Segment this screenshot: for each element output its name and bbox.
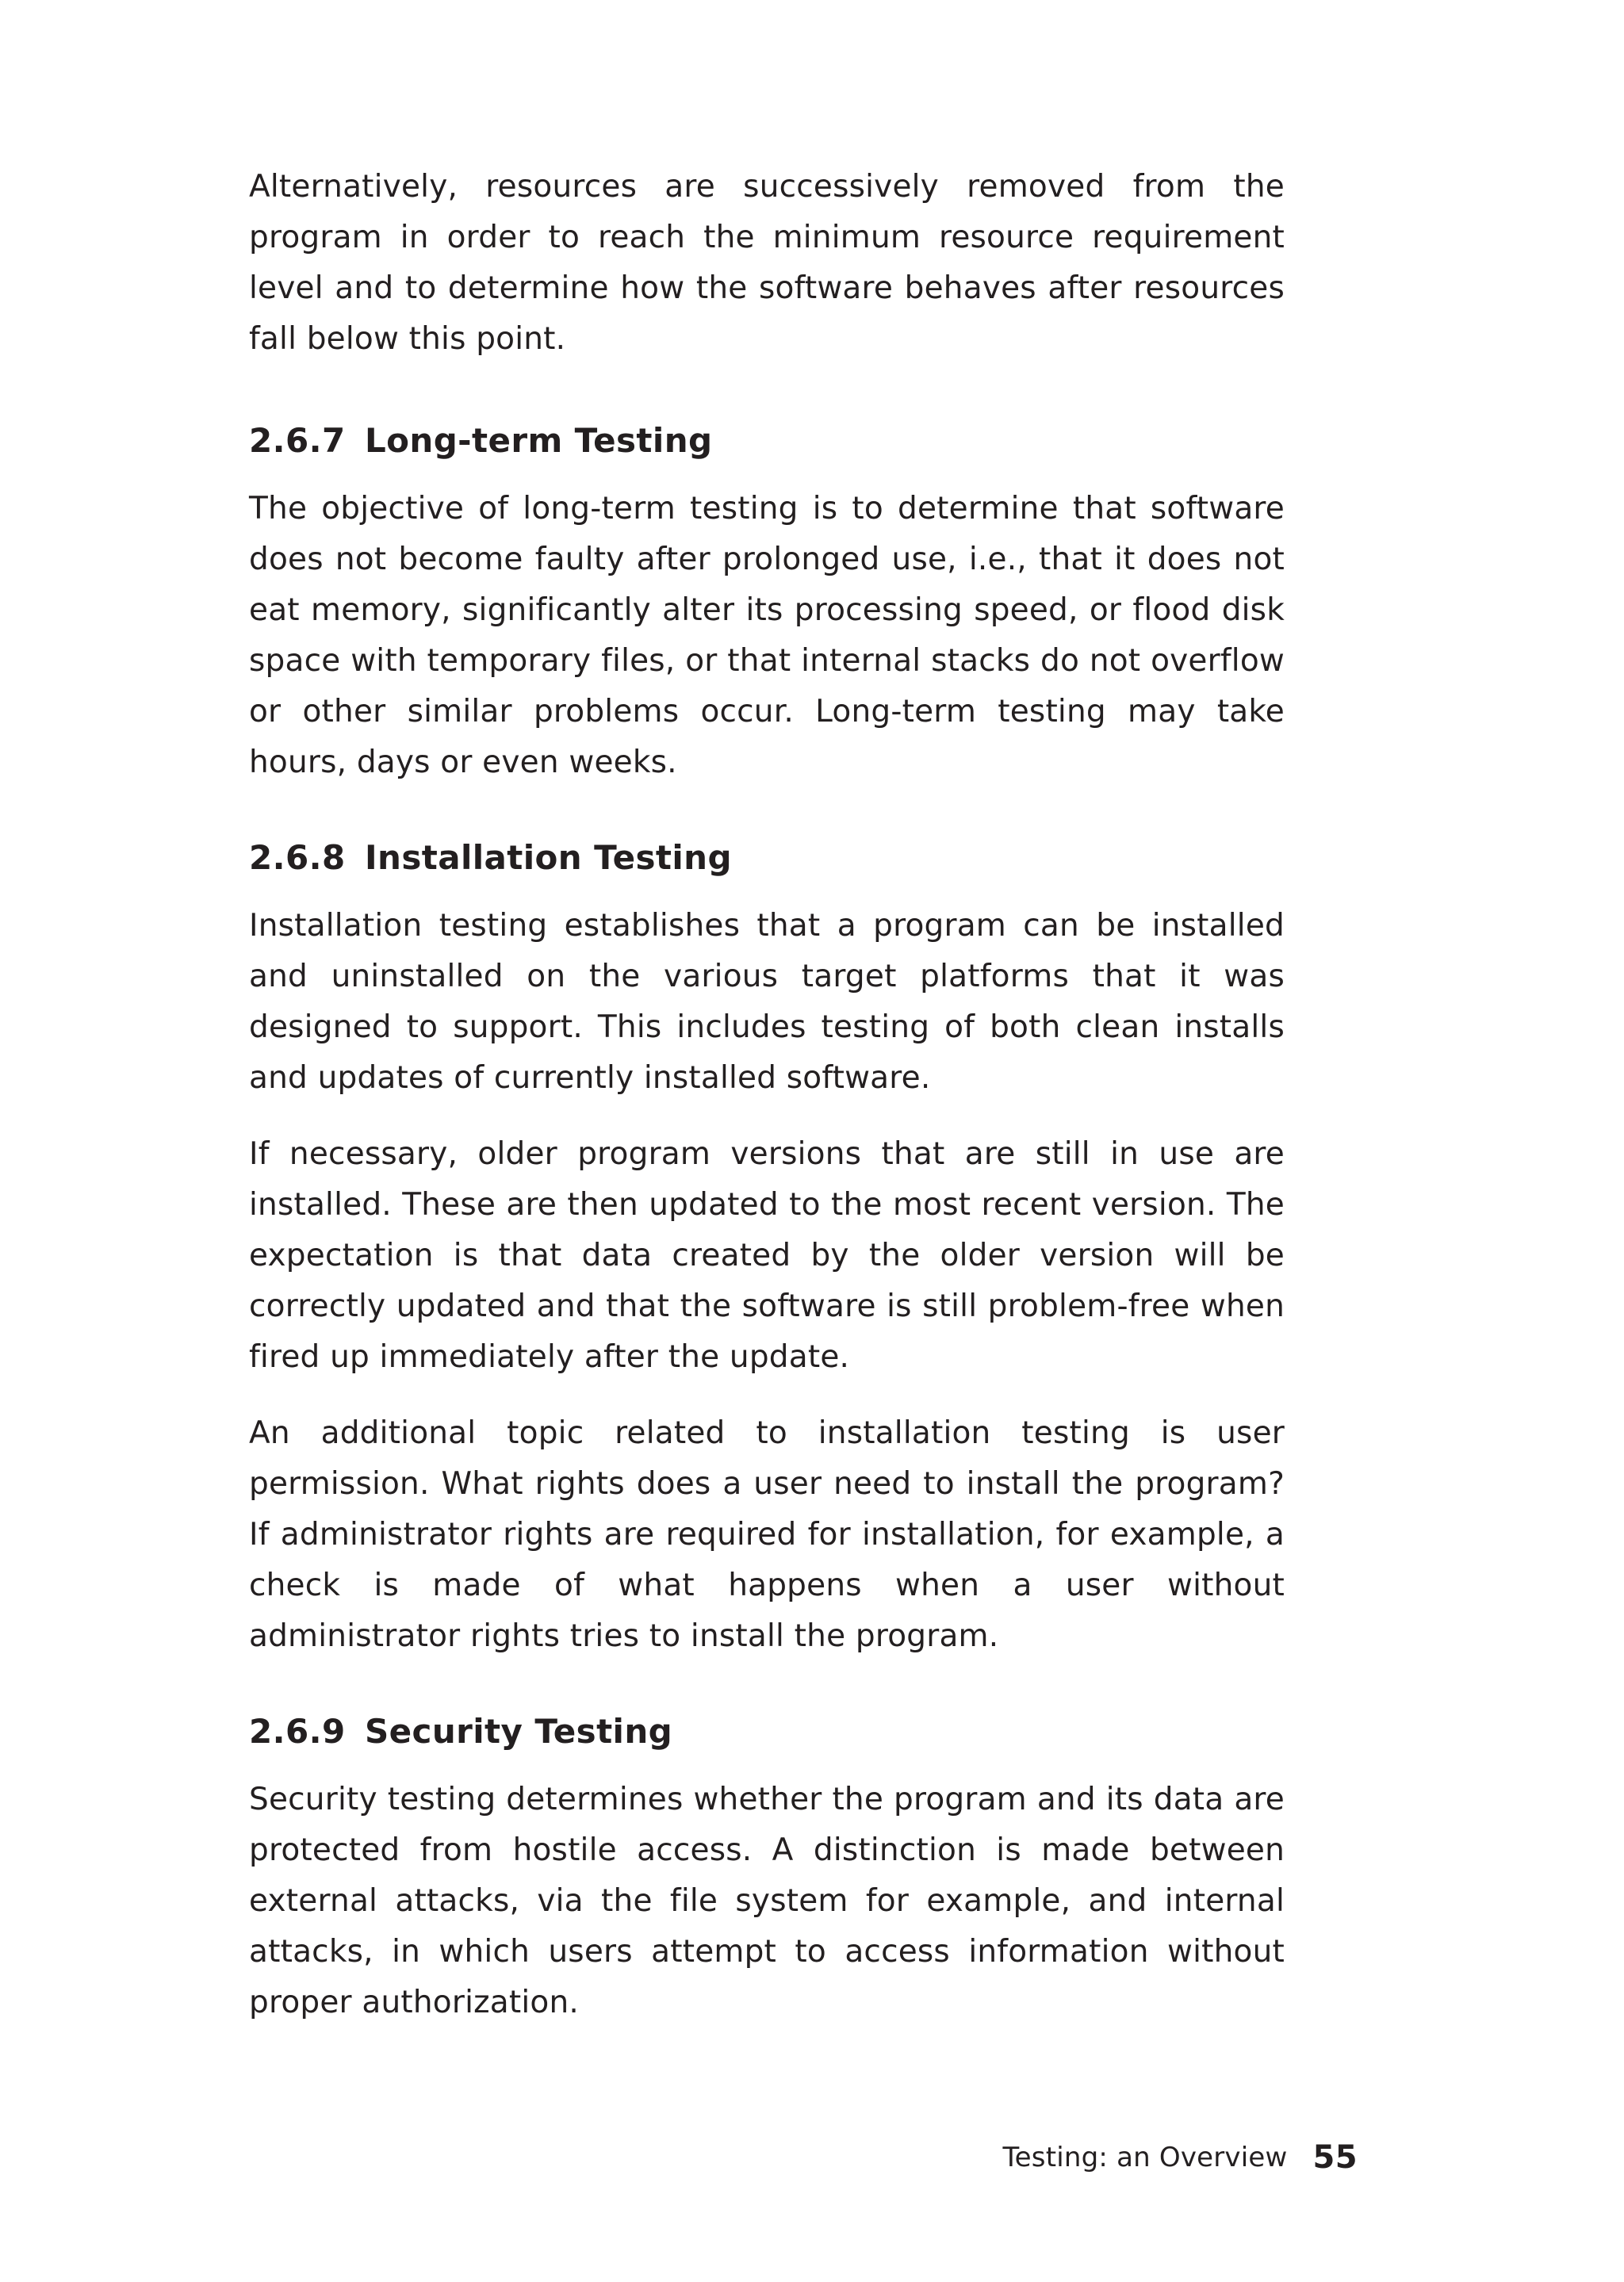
section-title: Installation Testing (365, 838, 732, 877)
body-paragraph: Security testing determines whether the program and its data are protected from hostile access. A distinction is made between external attacks, via the file system for example, and internal attacks, in which users attempt to access information without proper authorization. (249, 1782, 1285, 2020)
page-body (249, 162, 1285, 2028)
section-number: 2.6.8 (249, 838, 346, 877)
body-paragraph: The objective of long-term testing is to determine that software does not become faulty after prolonged use, i.e., that it does not eat memory, significantly alter its processing speed, or flood disk space with temporary files, or that internal stacks do not overflow or other similar problems occur. Long-term testing may take hours, days or even weeks. (249, 491, 1285, 780)
section-heading (249, 1708, 1285, 1756)
body-paragraph: If necessary, older program versions that are still in use are installed. These are then updated to the most recent version. The expectation is that data created by the older version will be correctly updated and that the software is still problem-free when fired up immediately after the update. (249, 1136, 1285, 1375)
body-paragraph: Installation testing establishes that a program can be installed and uninstalled on the various target platforms that it was designed to support. This includes testing of both clean installs and updates of currently installed software. (249, 908, 1285, 1096)
section-number: 2.6.7 (249, 421, 346, 460)
section-heading (249, 417, 1285, 465)
running-title: Testing: an Overview (1002, 2142, 1288, 2173)
intro-paragraph: Alternatively, resources are successively removed from the program in order to reach the minimum resource requirement level and to determine how the software behaves after resources fall below this point. (249, 169, 1285, 357)
page-number: 55 (1312, 2139, 1358, 2176)
body-paragraph: An additional topic related to installation testing is user permission. What rights does a user need to install the program? If administrator rights are required for installation, for example, a check is made of what happens when a user without administrator rights tries to install the program. (249, 1415, 1285, 1654)
section-security-testing (249, 1708, 1285, 2028)
section-long-term-testing (249, 417, 1285, 788)
section-heading (249, 834, 1285, 882)
page-footer (952, 2130, 1358, 2185)
section-title: Long-term Testing (365, 421, 713, 460)
section-number: 2.6.9 (249, 1712, 346, 1751)
section-installation-testing (249, 834, 1285, 1662)
section-title: Security Testing (365, 1712, 673, 1751)
